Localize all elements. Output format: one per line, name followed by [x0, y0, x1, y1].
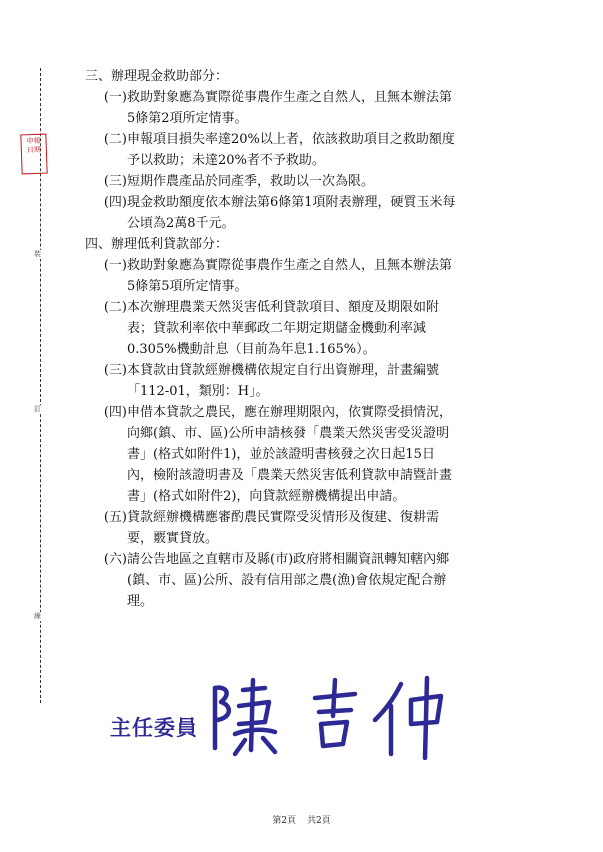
list-item — [85, 402, 555, 507]
item-text-line: 短期作農產品於同產季，救助以一次為限。 — [127, 174, 375, 189]
item-number: (四) — [103, 405, 127, 420]
item-number: (三) — [103, 174, 127, 189]
item-text — [127, 255, 555, 297]
item-text-line: 5條第5項所定情事。 — [127, 279, 248, 294]
item-text-line: 救助對象應為實際從事農作生產之自然人，且無本辦法第 — [127, 90, 453, 105]
item-number: (二) — [103, 132, 127, 147]
item-text-line: 現金救助額度依本辦法第6條第1項附表辦理，硬質玉米每 — [127, 195, 456, 210]
item-text-line: 「112-01，類別：H」。 — [127, 384, 269, 399]
item-number: (五) — [103, 510, 127, 525]
item-number: (六) — [103, 552, 127, 567]
binding-label-zhuang: 裝 — [34, 250, 41, 258]
handwritten-signature — [205, 670, 505, 760]
item-text-line: 貸款經辦機構應審酌農民實際受災情形及復建、復耕需 — [127, 510, 440, 525]
section-title: 三、辦理現金救助部分： — [85, 69, 229, 84]
item-text — [127, 192, 555, 234]
item-text-line: 公頃為2萬8千元。 — [127, 216, 235, 231]
item-text-line: 向鄉(鎮、市、區)公所申請核發「農業天然災害受災證明 — [127, 426, 450, 441]
item-number: (二) — [103, 300, 127, 315]
item-number: (一) — [103, 90, 127, 105]
list-item — [85, 171, 555, 192]
signature-block — [110, 670, 550, 760]
item-text-line: 書」(格式如附件2)，向貸款經辦機構提出申請。 — [127, 489, 406, 504]
item-text — [127, 87, 555, 129]
list-item — [85, 297, 555, 360]
item-text-line: 申借本貸款之農民，應在辦理期限內，依實際受損情況， — [127, 405, 453, 420]
binding-label-ding: 訂 — [34, 405, 41, 413]
list-item — [85, 129, 555, 171]
item-text-line: 申報項目損失率達20%以上者，依該救助項目之救助額度 — [127, 132, 455, 147]
item-text — [127, 549, 555, 612]
received-stamp: 申報 日期 — [20, 134, 47, 175]
item-text-line: 要，覈實貸放。 — [127, 531, 219, 546]
signatory-title: 主任委員 — [110, 716, 198, 740]
page-footer — [0, 813, 603, 826]
binding-label-xian: 線 — [34, 612, 41, 620]
item-text — [127, 297, 555, 360]
item-text — [127, 507, 555, 549]
item-text-line: 書」(格式如附件1)，並於該證明書核發之次日起15日 — [127, 447, 435, 462]
item-number: (三) — [103, 363, 127, 378]
list-item — [85, 507, 555, 549]
item-text-line: 0.305%機動計息（目前為年息1.165%）。 — [127, 342, 376, 357]
item-text — [127, 129, 555, 171]
list-item — [85, 360, 555, 402]
list-item — [85, 87, 555, 129]
item-text — [127, 171, 555, 192]
list-item — [85, 549, 555, 612]
document-body — [85, 66, 555, 612]
item-text-line: (鎮、市、區)公所、設有信用部之農(漁)會依規定配合辦 — [127, 573, 447, 588]
item-text-line: 表；貸款利率依中華郵政二年期定期儲金機動利率減 — [127, 321, 427, 336]
list-item — [85, 192, 555, 234]
list-item — [85, 255, 555, 297]
item-text-line: 內，檢附該證明書及「農業天然災害低利貸款申請暨計畫 — [127, 468, 453, 483]
item-text-line: 理。 — [127, 594, 154, 609]
item-text — [127, 402, 555, 507]
page-total: 共2頁 — [306, 816, 331, 826]
item-text-line: 5條第2項所定情事。 — [127, 111, 248, 126]
page-number: 第2頁 — [272, 816, 297, 826]
item-text-line: 本貸款由貸款經辦機構依規定自行出資辦理，計畫編號 — [127, 363, 440, 378]
item-text-line: 本次辦理農業天然災害低利貸款項目、額度及期限如附 — [127, 300, 440, 315]
section-title: 四、辦理低利貸款部分： — [85, 237, 229, 252]
item-text-line: 救助對象應為實際從事農作生產之自然人，且無本辦法第 — [127, 258, 453, 273]
item-text-line: 予以救助；未達20%者不予救助。 — [127, 153, 325, 168]
item-text — [127, 360, 555, 402]
item-number: (四) — [103, 195, 127, 210]
item-text-line: 請公告地區之直轄市及縣(市)政府將相關資訊轉知轄內鄉 — [127, 552, 450, 567]
item-number: (一) — [103, 258, 127, 273]
